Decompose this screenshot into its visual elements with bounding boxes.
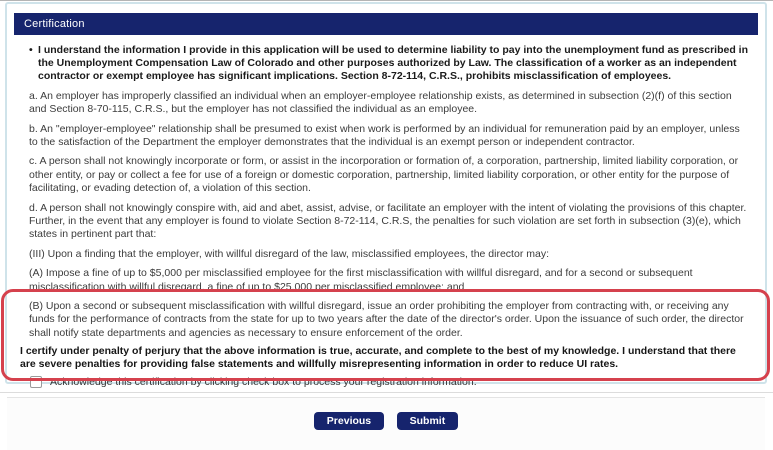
acknowledge-row[interactable] (30, 376, 753, 388)
certify-statement: I certify under penalty of perjury that the above information is true, accurate, and complete to the best of my knowledge. I understand that there are severe penalties for providing false statements and willfully misrepresenting information in order to reduce UI rates. (20, 344, 736, 371)
legal-text-block (7, 35, 765, 340)
legal-paragraph-d: d. A person shall not knowingly conspire with, aid and abet, assist, advise, or facilitate an employer with the intent of violating the provisions of this chapter. Further, in the event that any employer is found to violate Section 8-72-114, C.R.S, the penalties for such violation are set forth in subsection (3)(e), which states in pertinent part that: (29, 201, 747, 240)
bullet-icon: • (29, 44, 33, 56)
intro-paragraph (29, 44, 749, 84)
window-top-edge (0, 0, 773, 1)
legal-paragraph-A: (A) Impose a fine of up to $5,000 per misclassified employee for the first misclassification with willful disregard, and for a second or subsequent misclassification with willful disregard, a fine of up to $25,000 per misclassified employee; and (29, 267, 693, 293)
legal-paragraph-iii: (III) Upon a finding that the employer, with willful disregard of the law, misclassified employees, the director may: (29, 247, 549, 260)
section-header: Certification (14, 13, 758, 35)
acknowledge-label: Acknowledge this certification by clicking check box to process your registration information. (50, 376, 477, 389)
intro-text: I understand the information I provide in this application will be used to determine liability to pay into the unemployment fund as prescribed in the Unemployment Compensation Law of Colorado and other purposes authorized by Law. The classification of a worker as an independent contractor or exempt employee has significant implications. Section 8-72-114, C.R.S., prohibits misclassification of employees. (38, 44, 748, 83)
legal-paragraph-a: a. An employer has improperly classified an individual when an employer-employee relationship exists, as determined in subsection (2)(f) of this section and Section 8-70-115, C.R.S., but the employer has not classified the individual as an employee. (29, 89, 732, 115)
button-bar (7, 397, 765, 450)
window-bottom-edge (0, 392, 773, 393)
previous-button[interactable]: Previous (314, 412, 384, 430)
submit-button[interactable]: Submit (397, 412, 459, 430)
legal-paragraph-c: c. A person shall not knowingly incorporate or form, or assist in the incorporation or formation of, a corporation, partnership, limited liability corporation, or other entity, or pay or collect a fee for use of a foreign or domestic corporation, partnership, limited liability corporation, or other entity for the purpose of facilitating, or evading detection of, a violation of this section. (29, 155, 739, 194)
acknowledge-checkbox[interactable] (30, 376, 42, 388)
legal-paragraph-b: b. An "employer-employee" relationship shall be presumed to exist when work is performed by an individual for remuneration paid by an employer, unless to the satisfaction of the Department the employer demonstrates that the individual is an exempt person or independent contractor. (29, 122, 740, 148)
legal-paragraph-B: (B) Upon a second or subsequent misclassification with willful disregard, issue an order prohibiting the employer from contracting with, or receiving any funds for the performance of contracts from the state for up to two years after the date of the director's order. Upon the issuance of such order, the director shall notify state departments and agencies as necessary to ensure enforcement of the order. (29, 300, 744, 339)
certification-panel (5, 2, 767, 428)
certify-section (7, 340, 765, 388)
